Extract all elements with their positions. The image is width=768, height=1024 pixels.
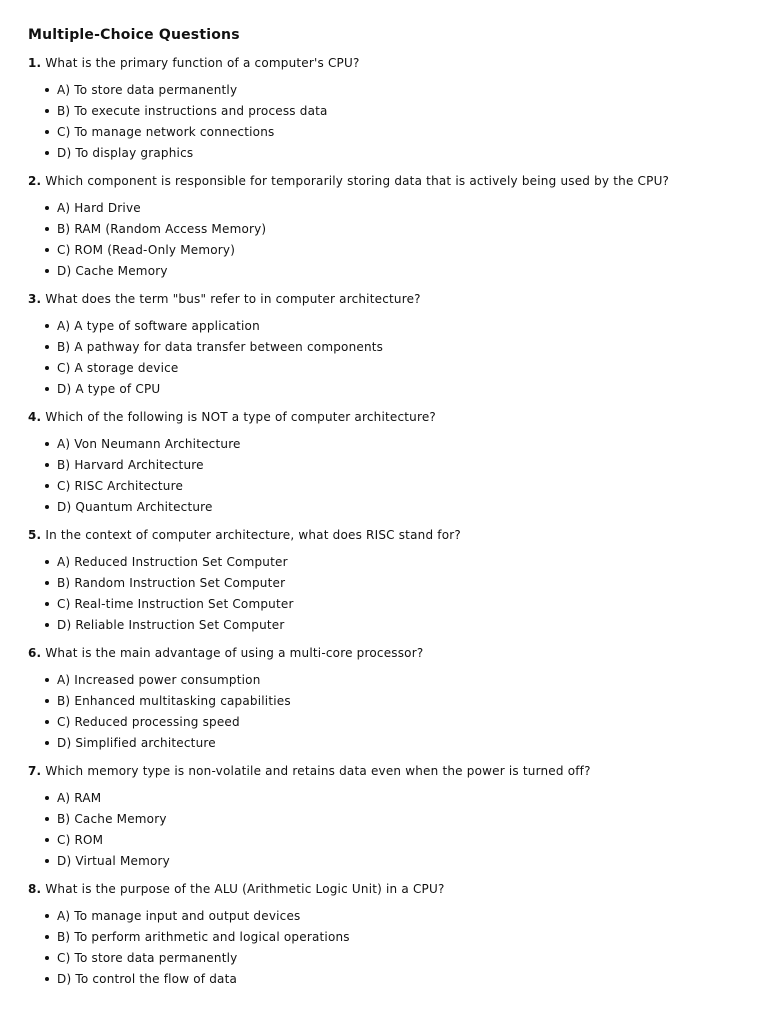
- option-list: [28, 789, 740, 870]
- question-text: [28, 54, 740, 72]
- option-item: C) Real-time Instruction Set Computer: [45, 595, 740, 613]
- option-item: C) ROM: [45, 831, 740, 849]
- option-item: A) To manage input and output devices: [45, 907, 740, 925]
- option-item: A) A type of software application: [45, 317, 740, 335]
- option-item: A) Reduced Instruction Set Computer: [45, 553, 740, 571]
- option-item: B) To perform arithmetic and logical operations: [45, 928, 740, 946]
- option-item: A) Hard Drive: [45, 199, 740, 217]
- option-item: C) A storage device: [45, 359, 740, 377]
- question-number: 1.: [28, 56, 42, 70]
- question-2: [28, 172, 740, 280]
- question-text: [28, 644, 740, 662]
- question-number: 4.: [28, 410, 42, 424]
- option-list: [28, 907, 740, 988]
- option-item: B) Harvard Architecture: [45, 456, 740, 474]
- option-item: D) Virtual Memory: [45, 852, 740, 870]
- option-item: D) Cache Memory: [45, 262, 740, 280]
- question-3: [28, 290, 740, 398]
- option-item: B) Cache Memory: [45, 810, 740, 828]
- question-1: [28, 54, 740, 162]
- question-5: [28, 526, 740, 634]
- question-text: [28, 880, 740, 898]
- question-body: What is the purpose of the ALU (Arithmetic Logic Unit) in a CPU?: [45, 882, 445, 896]
- option-list: [28, 435, 740, 516]
- option-list: [28, 317, 740, 398]
- option-item: C) To manage network connections: [45, 123, 740, 141]
- option-item: D) Reliable Instruction Set Computer: [45, 616, 740, 634]
- question-body: What is the primary function of a computer's CPU?: [45, 56, 360, 70]
- question-text: [28, 408, 740, 426]
- option-list: [28, 553, 740, 634]
- question-text: [28, 290, 740, 308]
- question-body: Which of the following is NOT a type of computer architecture?: [45, 410, 437, 424]
- option-item: B) Random Instruction Set Computer: [45, 574, 740, 592]
- page-title: Multiple-Choice Questions: [28, 27, 240, 43]
- question-8: [28, 880, 740, 988]
- question-body: Which component is responsible for temporarily storing data that is actively being used by the CPU?: [45, 174, 670, 188]
- question-6: [28, 644, 740, 752]
- option-item: C) Reduced processing speed: [45, 713, 740, 731]
- question-text: [28, 762, 740, 780]
- option-item: D) Simplified architecture: [45, 734, 740, 752]
- question-number: 3.: [28, 292, 42, 306]
- option-item: A) To store data permanently: [45, 81, 740, 99]
- option-item: B) To execute instructions and process data: [45, 102, 740, 120]
- question-4: [28, 408, 740, 516]
- option-list: [28, 671, 740, 752]
- question-number: 2.: [28, 174, 42, 188]
- option-item: D) A type of CPU: [45, 380, 740, 398]
- question-7: [28, 762, 740, 870]
- option-item: B) Enhanced multitasking capabilities: [45, 692, 740, 710]
- question-number: 5.: [28, 528, 42, 542]
- option-item: C) ROM (Read-Only Memory): [45, 241, 740, 259]
- option-item: B) A pathway for data transfer between components: [45, 338, 740, 356]
- option-item: C) RISC Architecture: [45, 477, 740, 495]
- option-item: D) Quantum Architecture: [45, 498, 740, 516]
- option-item: C) To store data permanently: [45, 949, 740, 967]
- question-body: What does the term "bus" refer to in computer architecture?: [45, 292, 421, 306]
- question-body: Which memory type is non-volatile and retains data even when the power is turned off?: [45, 764, 591, 778]
- option-list: [28, 199, 740, 280]
- option-item: A) RAM: [45, 789, 740, 807]
- option-item: D) To control the flow of data: [45, 970, 740, 988]
- option-item: D) To display graphics: [45, 144, 740, 162]
- question-text: [28, 526, 740, 544]
- question-body: What is the main advantage of using a multi-core processor?: [45, 646, 424, 660]
- question-text: [28, 172, 740, 190]
- option-item: A) Von Neumann Architecture: [45, 435, 740, 453]
- option-item: B) RAM (Random Access Memory): [45, 220, 740, 238]
- question-list: [28, 54, 740, 988]
- question-number: 6.: [28, 646, 42, 660]
- question-number: 7.: [28, 764, 42, 778]
- question-number: 8.: [28, 882, 42, 896]
- question-body: In the context of computer architecture, what does RISC stand for?: [45, 528, 461, 542]
- option-list: [28, 81, 740, 162]
- option-item: A) Increased power consumption: [45, 671, 740, 689]
